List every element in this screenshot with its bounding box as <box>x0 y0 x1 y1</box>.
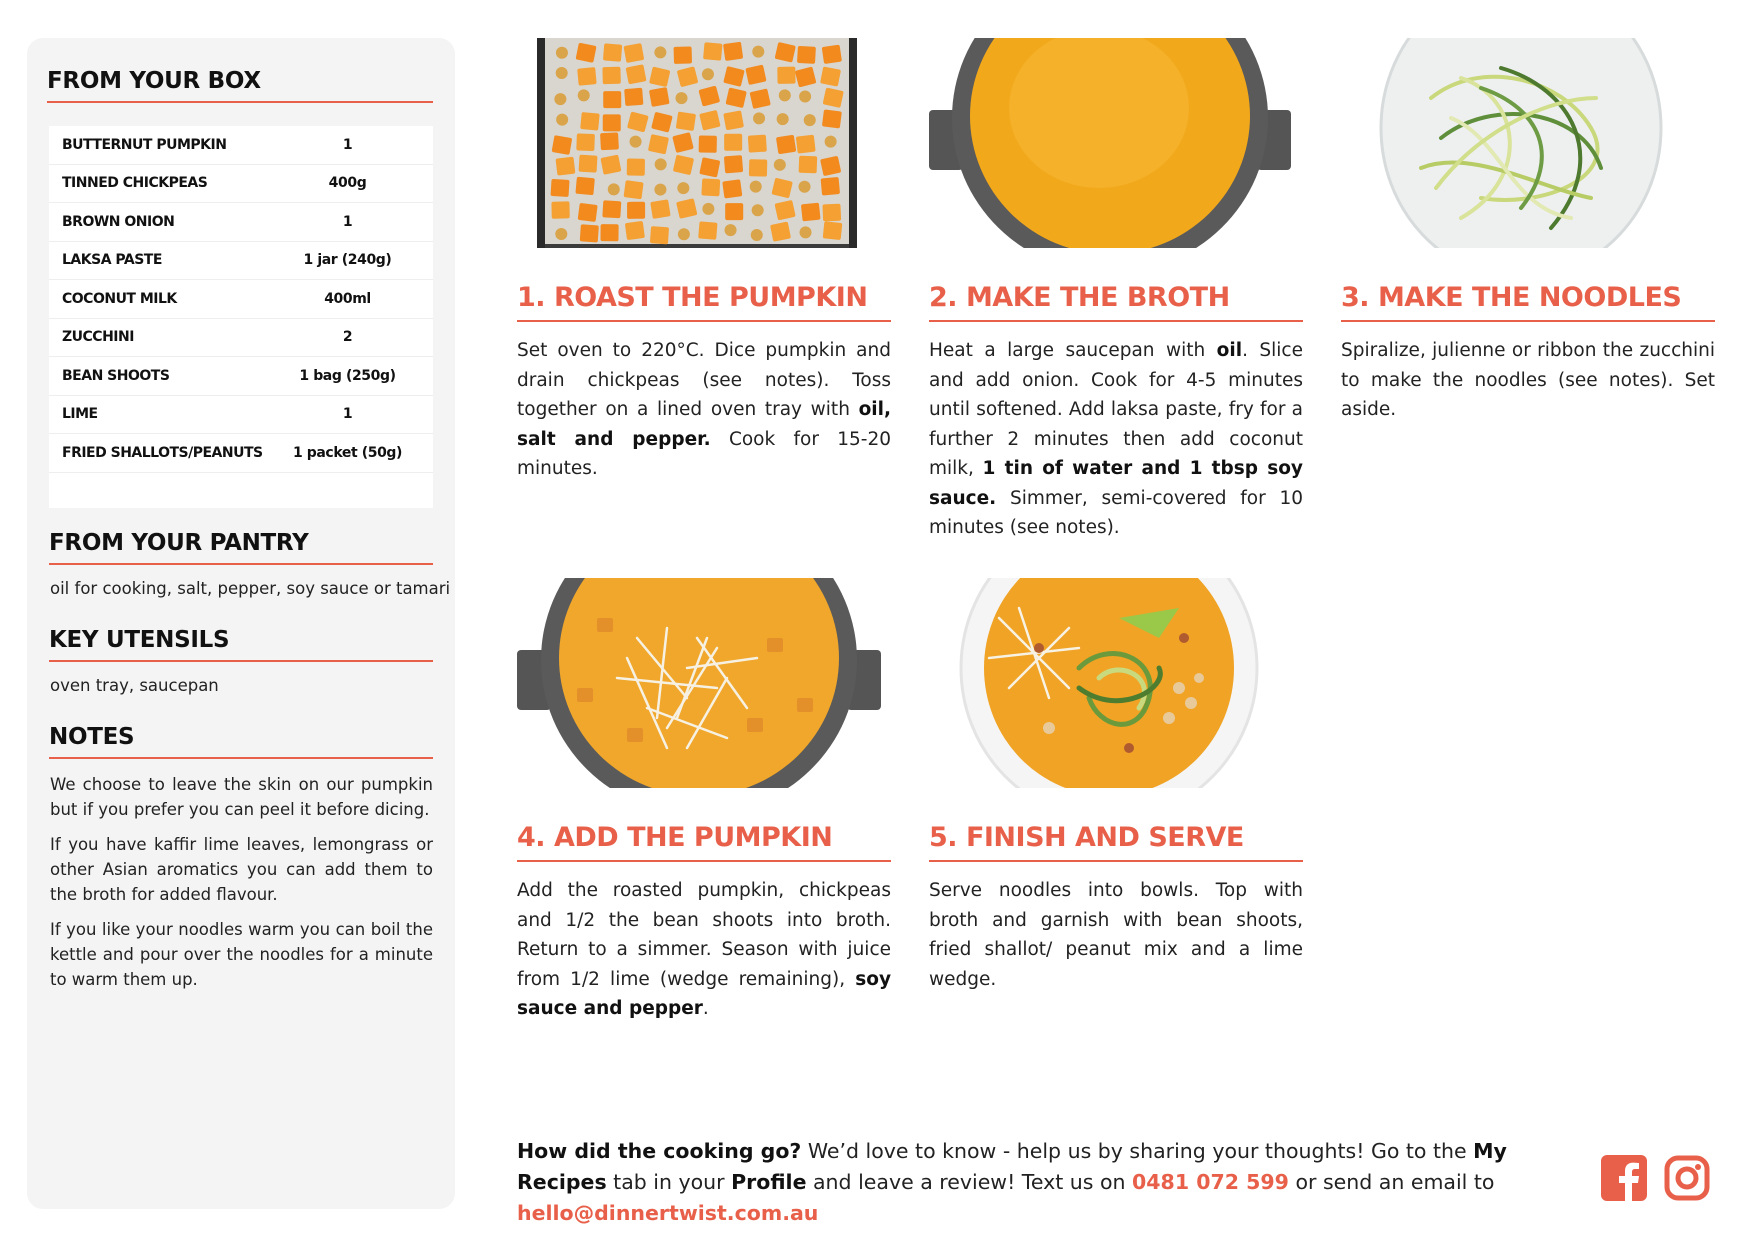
pantry-text: oil for cooking, salt, pepper, soy sauce or tamari <box>50 579 451 598</box>
step-4-photo <box>517 578 881 788</box>
profile-link[interactable]: Profile <box>731 1170 807 1194</box>
instruction-text: . Slice and add onion. Cook for 4-5 minutes until softened. Add laksa paste, fry for a further 2 minutes then add coconut milk, <box>929 340 1303 479</box>
step-4-title: 4. ADD THE PUMPKIN <box>517 822 891 862</box>
step-1-instructions <box>517 336 891 484</box>
ingredient-row <box>49 396 433 435</box>
instruction-text: Spiralize, julienne or ribbon the zucchini to make the noodles (see notes). Set aside. <box>1341 340 1715 420</box>
step-3-instructions <box>1341 336 1715 425</box>
ingredient-name: BEAN SHOOTS <box>62 367 170 384</box>
utensils-heading: KEY UTENSILS <box>49 627 433 662</box>
from-your-box-heading: FROM YOUR BOX <box>47 68 433 103</box>
step-5-instructions <box>929 876 1303 994</box>
note-1: We choose to leave the skin on our pumpkin but if you prefer you can peel it before dicing. <box>50 775 433 819</box>
feedback-question: How did the cooking go? <box>517 1139 802 1163</box>
feedback-footer <box>517 1136 1577 1229</box>
instruction-text: Cook for 15-20 minutes. <box>517 428 892 479</box>
instruction-text: Add the roasted pumpkin, chickpeas and 1/2 the bean shoots into broth. Return to a simmer. Season with juice from 1/2 lime (wedge remaining), <box>517 880 891 990</box>
feedback-text-2: tab in your <box>606 1170 732 1194</box>
feedback-text-3: and leave a review! Text us on <box>806 1170 1133 1194</box>
step-5-title: 5. FINISH AND SERVE <box>929 822 1303 862</box>
ingredient-quantity: 1 <box>342 136 353 153</box>
ingredient-name: ZUCCHINI <box>62 329 134 346</box>
step-3-title: 3. MAKE THE NOODLES <box>1341 282 1715 322</box>
ingredients-sidebar <box>27 38 455 1209</box>
ingredient-name: COCONUT MILK <box>62 290 177 307</box>
ingredient-row <box>49 203 433 242</box>
step-4-instructions <box>517 876 891 1024</box>
ingredient-row <box>49 280 433 319</box>
ingredient-name: BROWN ONION <box>62 213 175 230</box>
instruction-text: Set oven to 220°C. Dice pumpkin and drain chickpeas (see notes). Toss together on a lined oven tray with <box>517 340 891 420</box>
feedback-text-4: or send an email to <box>1288 1170 1495 1194</box>
instruction-emphasis: oil <box>1216 340 1243 361</box>
ingredient-quantity: 1 packet (50g) <box>292 444 403 461</box>
ingredient-row <box>49 242 433 281</box>
email-link[interactable]: hello@dinnertwist.com.au <box>517 1201 819 1225</box>
instruction-text: . <box>702 998 709 1019</box>
feedback-text-1: We’d love to know - help us by sharing your thoughts! Go to the <box>801 1139 1474 1163</box>
note-2: If you have kaffir lime leaves, lemongrass or other Asian aromatics you can add them to the broth for added flavour. <box>50 835 433 904</box>
phone-link[interactable]: 0481 072 599 <box>1132 1170 1289 1194</box>
instagram-icon[interactable] <box>1664 1155 1710 1201</box>
ingredient-quantity: 1 <box>342 213 353 230</box>
instruction-emphasis: oil, salt and pepper. <box>517 399 891 450</box>
ingredient-name: LAKSA PASTE <box>62 252 162 269</box>
ingredient-quantity: 1 <box>342 406 353 423</box>
instruction-text: Heat a large saucepan with <box>929 340 1217 361</box>
ingredient-name: FRIED SHALLOTS/PEANUTS <box>62 444 263 461</box>
ingredient-row <box>49 357 433 396</box>
ingredient-row <box>49 126 433 165</box>
note-3: If you like your noodles warm you can boil the kettle and pour over the noodles for a minute to warm them up. <box>50 920 433 989</box>
instruction-text: Simmer, semi-covered for 10 minutes (see notes). <box>929 487 1303 538</box>
step-2-title: 2. MAKE THE BROTH <box>929 282 1303 322</box>
step-2-photo <box>929 38 1291 248</box>
step-3-photo <box>1341 38 1715 248</box>
my-recipes-link[interactable]: My Recipes <box>517 1139 1507 1194</box>
step-5-photo <box>929 578 1291 788</box>
box-ingredients-table <box>49 126 433 508</box>
pantry-heading: FROM YOUR PANTRY <box>49 530 433 565</box>
ingredient-row <box>49 165 433 204</box>
ingredient-quantity: 2 <box>342 329 353 346</box>
ingredient-name: TINNED CHICKPEAS <box>62 175 208 192</box>
notes-heading: NOTES <box>49 724 433 759</box>
ingredient-quantity: 1 jar (240g) <box>303 252 392 269</box>
instruction-emphasis: soy sauce and pepper <box>517 968 891 1019</box>
step-2-instructions <box>929 336 1303 543</box>
instruction-text: Serve noodles into bowls. Top with broth and garnish with bean shoots, fried shallot/ peanut mix and a lime wedge. <box>929 880 1303 990</box>
ingredient-name: LIME <box>62 406 98 423</box>
step-1-title: 1. ROAST THE PUMPKIN <box>517 282 891 322</box>
step-1-photo <box>517 38 891 248</box>
ingredient-row <box>49 434 433 473</box>
ingredient-row <box>49 319 433 358</box>
facebook-icon[interactable] <box>1601 1155 1647 1201</box>
instruction-emphasis: 1 tin of water and 1 tbsp soy sauce. <box>929 458 1303 509</box>
ingredient-quantity: 1 bag (250g) <box>299 367 396 384</box>
ingredient-name: BUTTERNUT PUMPKIN <box>62 136 227 153</box>
ingredient-quantity: 400g <box>328 175 367 192</box>
ingredient-quantity: 400ml <box>324 290 371 307</box>
utensils-text: oven tray, saucepan <box>50 676 219 695</box>
